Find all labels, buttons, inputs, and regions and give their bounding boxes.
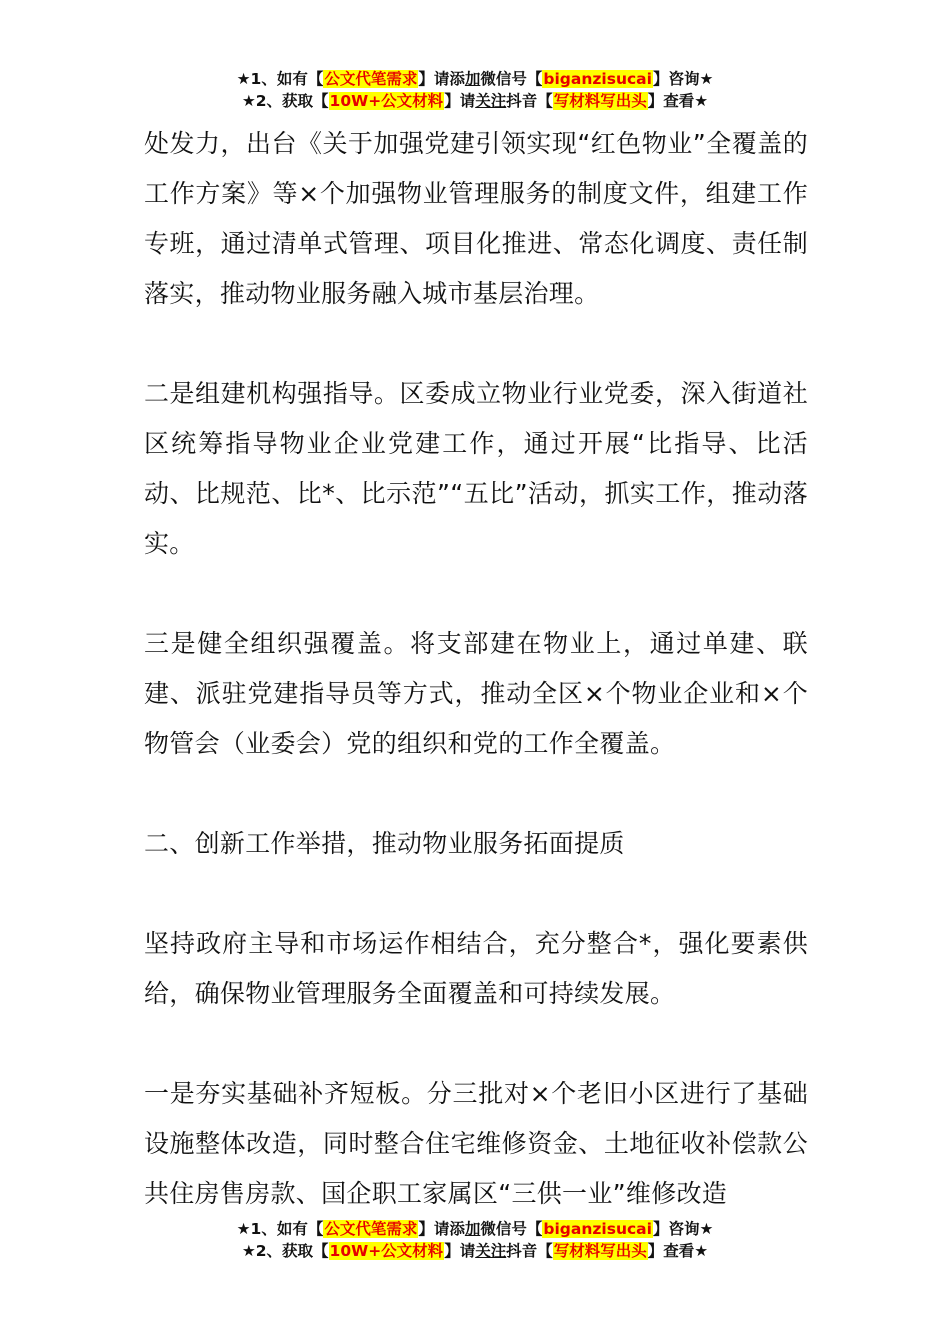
header-banner-line-2: ★2、获取【10W+公文材料】请关注抖音【写材料写出头】查看★ [241,92,709,110]
paragraph: 一是夯实基础补齐短板。分三批对×个老旧小区进行了基础设施整体改造，同时整合住宅维修资金、土地征收补偿款公共住房售房款、国企职工家属区“三供一业”维修改造 [144,1079,808,1208]
highlight-service-request: 公文代笔需求 [324,70,418,88]
highlight-douyin-account: 写材料写出头 [553,92,647,110]
highlight-wechat-id: biganzisucai [543,70,652,88]
section-heading: 二、创新工作举措，推动物业服务拓面提质 [144,829,625,858]
paragraph: 坚持政府主导和市场运作相结合，充分整合*，强化要素供给，确保物业管理服务全面覆盖和可持续发展。 [144,929,808,1008]
document-body [144,119,808,1219]
header-banner [0,68,950,112]
paragraph: 二是组建机构强指导。区委成立物业行业党委，深入街道社区统筹指导物业企业党建工作，通过开展“比指导、比活动、比规范、比*、比示范”“五比”活动，抓实工作，推动落实。 [144,379,808,558]
footer-banner-line-2: ★2、获取【10W+公文材料】请关注抖音【写材料写出头】查看★ [241,1242,709,1260]
highlight-materials: 10W+公文材料 [329,92,444,110]
header-banner-line-1: ★1、如有【公文代笔需求】请添加微信号【biganzisucai】咨询★ [236,70,714,88]
paragraph: 三是健全组织强覆盖。将支部建在物业上，通过单建、联建、派驻党建指导员等方式，推动全区×个物业企业和×个物管会（业委会）党的组织和党的工作全覆盖。 [144,629,808,758]
highlight-service-request: 公文代笔需求 [324,1220,418,1238]
highlight-materials: 10W+公文材料 [329,1242,444,1260]
footer-banner-line-1: ★1、如有【公文代笔需求】请添加微信号【biganzisucai】咨询★ [236,1220,714,1238]
paragraph: 处发力，出台《关于加强党建引领实现“红色物业”全覆盖的工作方案》等×个加强物业管理服务的制度文件，组建工作专班，通过清单式管理、项目化推进、常态化调度、责任制落实，推动物业服务融入城市基层治理。 [144,129,808,308]
footer-banner [0,1218,950,1262]
highlight-douyin-account: 写材料写出头 [553,1242,647,1260]
highlight-wechat-id: biganzisucai [543,1220,652,1238]
